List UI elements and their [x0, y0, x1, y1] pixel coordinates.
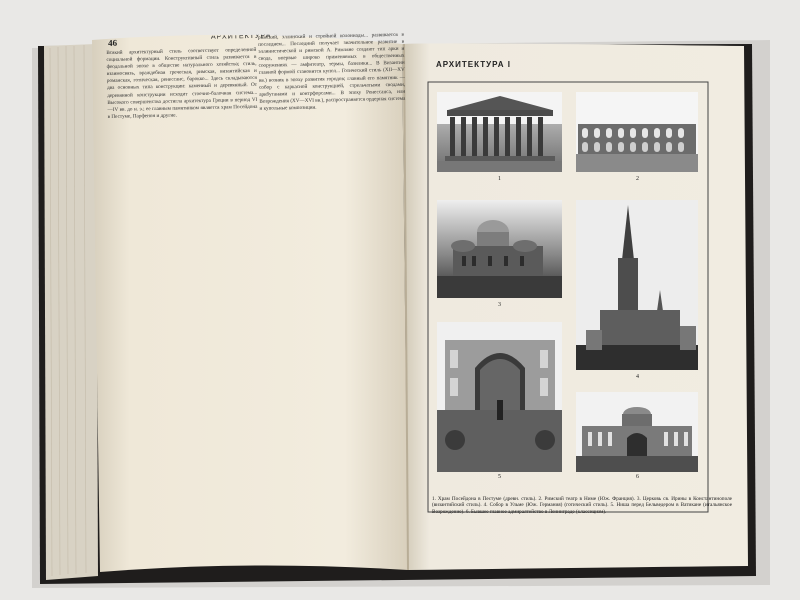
figure-number: 3: [498, 302, 501, 308]
page-number: 46: [107, 37, 118, 48]
plate-title: АРХИТЕКТУРА I: [436, 60, 511, 69]
figure-number: 4: [636, 374, 639, 380]
figure-number: 1: [498, 176, 501, 182]
plate-caption: 1. Храм Посейдона в Пестуме (древн. стиль). 2. Римский театр в Ниме (Юж. Франция). 3. Церковь св. Ирины в Константинополе (византийский стиль). 4. Собор в Ульме (Юж. Германия) (готический стиль). 5. Ниша перед Бельведером в Ватикане (итальянское Возрождение). 6. Бывшее главное адмиралтейство в Ленинграде (классицизм).: [432, 496, 732, 515]
left-page-text: [106, 32, 417, 558]
text-column-right: римский, эллинский и стройной колоннады... развивается в последнем... Последний получает значительное развитие в эллинистической и римской А. Римляне создают тип арки и свода, впервые широко применяемых в общественных сооружениях — амфитеатр, термы, базилики... В Византии главной формой становится купол... Готический стиль (XII—XV вв.) возник в эпоху развития городов; главный его памятник — собор с каркасной конструкцией, стрельчатыми сводами, аркбутанами и контрфорсами... В эпоху Ренессанса, или Возрождения (XV—XVI вв.), распространяется ордерная система и купольные композиции.: [257, 31, 406, 112]
text-column-left: Всякий архитектурный стиль соответствует определенной социальной формации. Конструктивный стиль развивается в феодальной эпохе в обществе натурального хозяйства; стиль, взаимосвязь, враждебная греческая, римская, византийская и романская, готическая, ренессанс, барокко... Здесь складываются два основных типа конструкции: каменный и деревянный. От деревянной конструкции исходит стоечно-балочная система... Высокого совершенства достигла архитектура Греции в период VI—IV вв. до н. э.; ее главным памятником является храм Посейдона в Пестуме, Парфенон и другие.: [106, 46, 258, 120]
figure-number: 6: [636, 474, 639, 480]
figure-number: 5: [498, 474, 501, 480]
running-head: АРХИТЕКТУРА: [210, 32, 272, 41]
right-page-plate: [418, 46, 736, 554]
figure-number: 2: [636, 176, 639, 182]
left-page-stack: [44, 44, 98, 580]
